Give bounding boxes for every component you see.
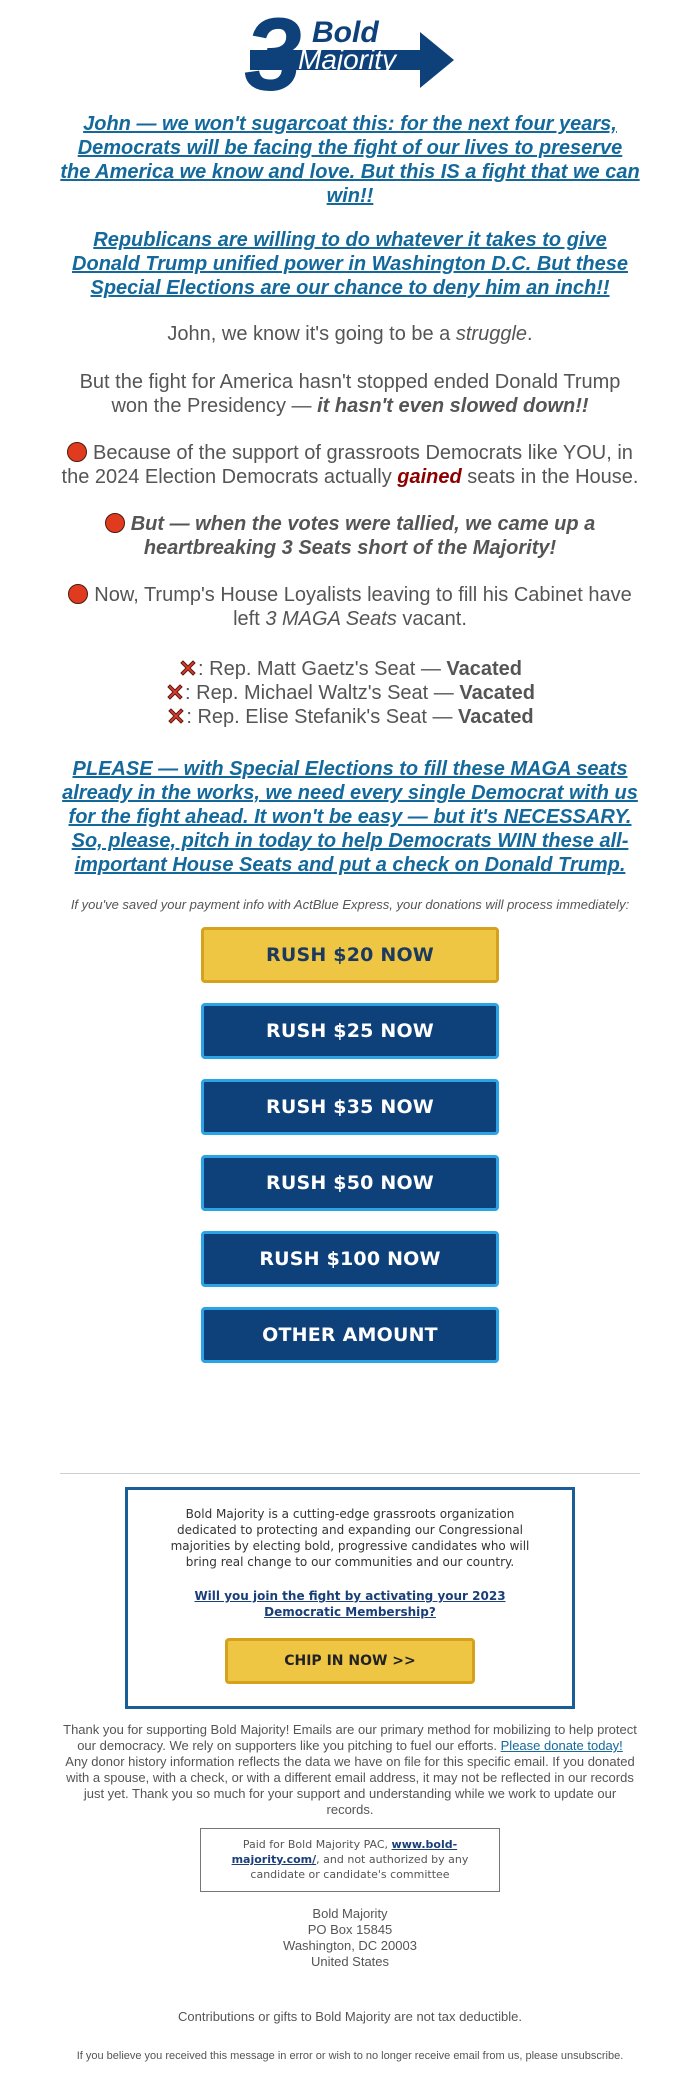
membership-box (125, 1487, 575, 1709)
website-link[interactable]: www.bold-majority.com/ (231, 1838, 458, 1866)
rush-50-button[interactable]: RUSH $50 NOW (201, 1155, 499, 1211)
vacancy-item: : Rep. Elise Stefanik's Seat — Vacated (60, 705, 640, 729)
red-circle-icon (105, 513, 125, 533)
headline-1[interactable]: John — we won't sugarcoat this: for the next four years, Democrats will be facing the fight of our lives to preserve the America we know and love. But this IS a fight that we can win!! (60, 113, 640, 207)
paragraph-struggle: John, we know it's going to be a struggle. (167, 323, 533, 345)
rush-25-button[interactable]: RUSH $25 NOW (201, 1003, 499, 1059)
paragraph-fight: But the fight for America hasn't stopped ended Donald Trump won the Presidency — it hasn't even slowed down!! (79, 371, 621, 417)
red-circle-icon (68, 584, 88, 604)
rush-100-button[interactable]: RUSH $100 NOW (201, 1231, 499, 1287)
chip-in-button[interactable]: CHIP IN NOW >> (225, 1638, 475, 1684)
cross-mark-icon (178, 658, 198, 678)
vacancy-item: : Rep. Michael Waltz's Seat — Vacated (60, 681, 640, 705)
logo-numeral: 3 (244, 2, 302, 102)
donor-history-note: Any donor history information reflects the data we have on file for this specific email. If you donated with a spouse, with a check, or with a different email address, it may not be reflected in our records just yet. Thank you so much for your support and understanding while we work to update our records. (65, 1754, 635, 1817)
paragraph-vacant: Now, Trump's House Loyalists leaving to fill his Cabinet have left 3 MAGA Seats vacant. (60, 583, 640, 631)
rush-35-button[interactable]: RUSH $35 NOW (201, 1079, 499, 1135)
paragraph-gained: Because of the support of grassroots Democrats like YOU, in the 2024 Election Democrats actually gained seats in the House. (61, 442, 639, 488)
donation-buttons (60, 927, 640, 1363)
org-description: Bold Majority is a cutting-edge grassroots organization dedicated to protecting and expanding our Congressional majorities by electing bold, progressive candidates who will bring real change to our communities and our country. (170, 1507, 530, 1569)
closing-appeal-link[interactable]: PLEASE — with Special Elections to fill these MAGA seats already in the works, we need every single Democrat with us for the fight ahead. It won't be easy — but it's NECESSARY. So, please, pitch in today to help Democrats WIN these all-important House Seats and put a check on Donald Trump. (62, 758, 638, 876)
logo-word-majority: Majority (298, 44, 397, 75)
headline-2[interactable]: Republicans are willing to do whatever it takes to give Donald Trump unified power in Washington D.C. But these Special Elections are our chance to deny him an inch!! (72, 229, 628, 299)
mailing-address: Bold Majority PO Box 15845 Washington, DC 20003 United States (283, 1906, 417, 1969)
thanks-note: Thank you for supporting Bold Majority! Emails are our primary method for mobilizing to help protect our democracy. We rely on supporters like you pitching to fuel our efforts. Please donate today! Any donor history information reflects the data we have on file for this specific email. If you donated with a spouse, with a check, or with a different email address, it may not be reflected in our records just yet. Thank you so much for your support and understanding while we work to update our records. (63, 1722, 637, 1817)
cross-mark-icon (165, 682, 185, 702)
logo-word-bold: Bold (312, 16, 379, 49)
footer-divider (60, 1473, 640, 1474)
vacancy-list (60, 657, 640, 729)
email-body (60, 2, 640, 2064)
other-amount-button[interactable]: OTHER AMOUNT (201, 1307, 499, 1363)
tax-deductible-note: Contributions or gifts to Bold Majority are not tax deductible. (178, 2009, 522, 2024)
paid-for-disclaimer: Paid for Bold Majority PAC, www.bold-majority.com/, and not authorized by any candidate or candidate's committee (200, 1828, 500, 1892)
paragraph-short: But — when the votes were tallied, we came up a heartbreaking 3 Seats short of the Majority! (60, 512, 640, 560)
membership-link[interactable]: Will you join the fight by activating your 2023 Democratic Membership? (194, 1589, 506, 1619)
cross-mark-icon (166, 706, 186, 726)
donate-today-link[interactable]: Please donate today! (500, 1738, 623, 1753)
rush-20-button[interactable]: RUSH $20 NOW (201, 927, 499, 983)
bold-majority-logo (240, 2, 460, 102)
actblue-express-note: If you've saved your payment info with ActBlue Express, your donations will process immediately: (70, 897, 630, 912)
unsubscribe-note[interactable]: If you believe you received this message in error or wish to no longer receive email from us, please unsubscribe. (76, 2050, 624, 2062)
vacancy-item: : Rep. Matt Gaetz's Seat — Vacated (60, 657, 640, 681)
red-circle-icon (67, 442, 87, 462)
